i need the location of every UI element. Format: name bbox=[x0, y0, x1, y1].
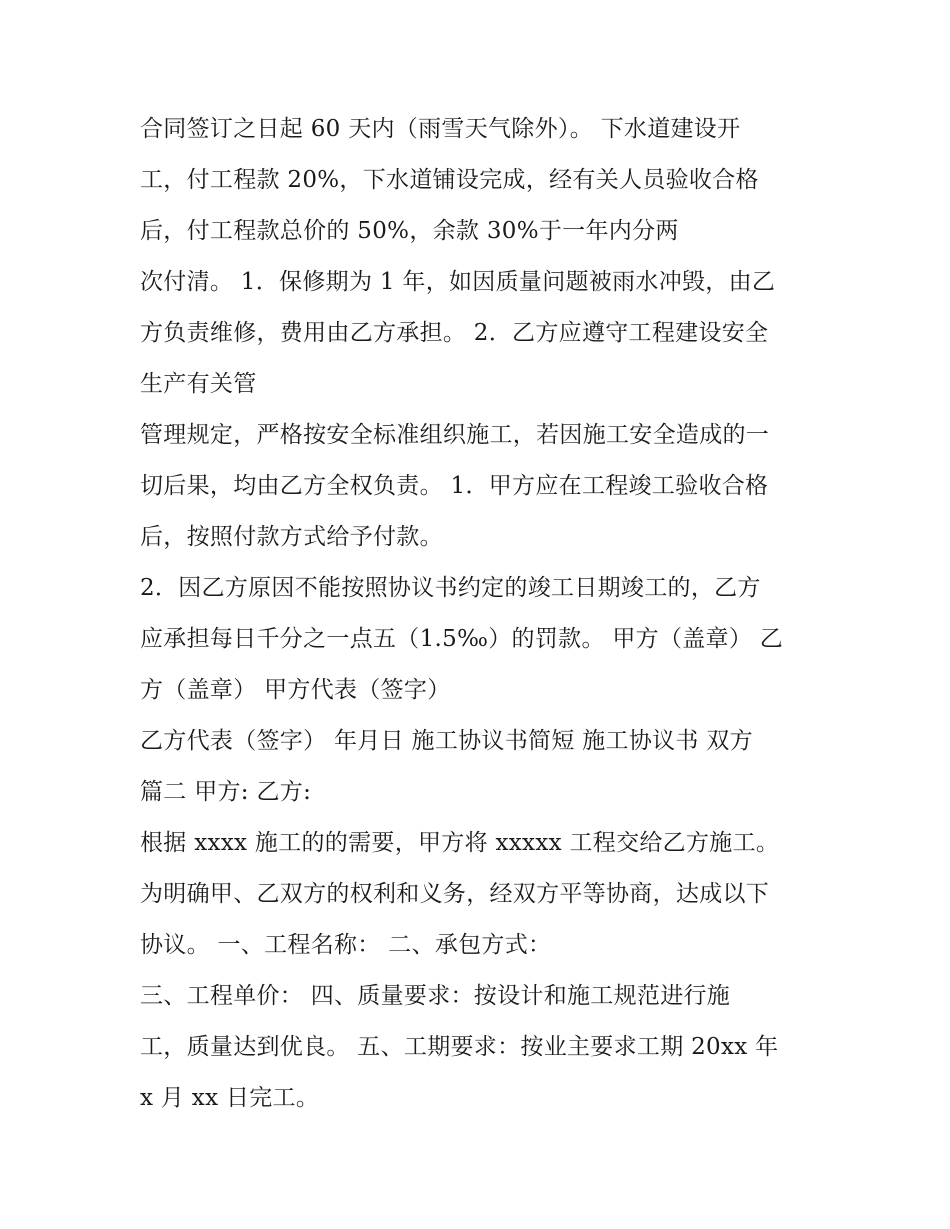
text-line-2: 工，付工程款 20%，下水道铺设完成，经有关人员验收合格 bbox=[140, 167, 759, 193]
text-line-3: 后，付工程款总价的 50%，余款 30%于一年内分两 bbox=[140, 218, 679, 244]
text-line-8: 切后果，均由乙方全权负责。 1．甲方应在工程竣工验收合格 bbox=[140, 473, 769, 499]
text-line-14: 篇二 甲方: 乙方: bbox=[140, 779, 312, 805]
text-line-9: 后，按照付款方式给予付款。 bbox=[140, 524, 443, 550]
text-line-12: 方（盖章） 甲方代表（签字） bbox=[140, 677, 451, 703]
text-line-18: 三、工程单价： 四、质量要求：按设计和施工规范进行施 bbox=[140, 983, 731, 1009]
text-line-20: x 月 xx 日完工。 bbox=[140, 1085, 320, 1111]
text-line-11: 应承担每日千分之一点五（1.5‰）的罚款。 甲方（盖章） 乙 bbox=[140, 626, 784, 652]
text-line-15: 根据 xxxx 施工的的需要，甲方将 xxxxx 工程交给乙方施工。 bbox=[140, 830, 780, 856]
text-line-7: 管理规定，严格按安全标准组织施工，若因施工安全造成的一 bbox=[140, 422, 770, 448]
text-line-5: 方负责维修，费用由乙方承担。 2．乙方应遵守工程建设安全 bbox=[140, 320, 769, 346]
text-line-13: 乙方代表（签字） 年月日 施工协议书简短 施工协议书 双方 bbox=[140, 728, 753, 754]
text-line-17: 协议。 一、工程名称： 二、承包方式： bbox=[140, 932, 552, 958]
body-text bbox=[140, 104, 830, 1124]
text-line-16: 为明确甲、乙双方的权利和义务，经双方平等协商，达成以下 bbox=[140, 881, 770, 907]
text-line-19: 工，质量达到优良。 五、工期要求：按业主要求工期 20xx 年 bbox=[140, 1034, 779, 1060]
text-line-1: 合同签订之日起 60 天内（雨雪天气除外）。 下水道建设开 bbox=[140, 116, 741, 142]
text-line-10: 2．因乙方原因不能按照协议书约定的竣工日期竣工的，乙方 bbox=[140, 575, 761, 601]
text-line-4: 次付清。 1．保修期为 1 年，如因质量问题被雨水冲毁，由乙 bbox=[140, 269, 776, 295]
text-line-6: 生产有关管 bbox=[140, 371, 257, 397]
